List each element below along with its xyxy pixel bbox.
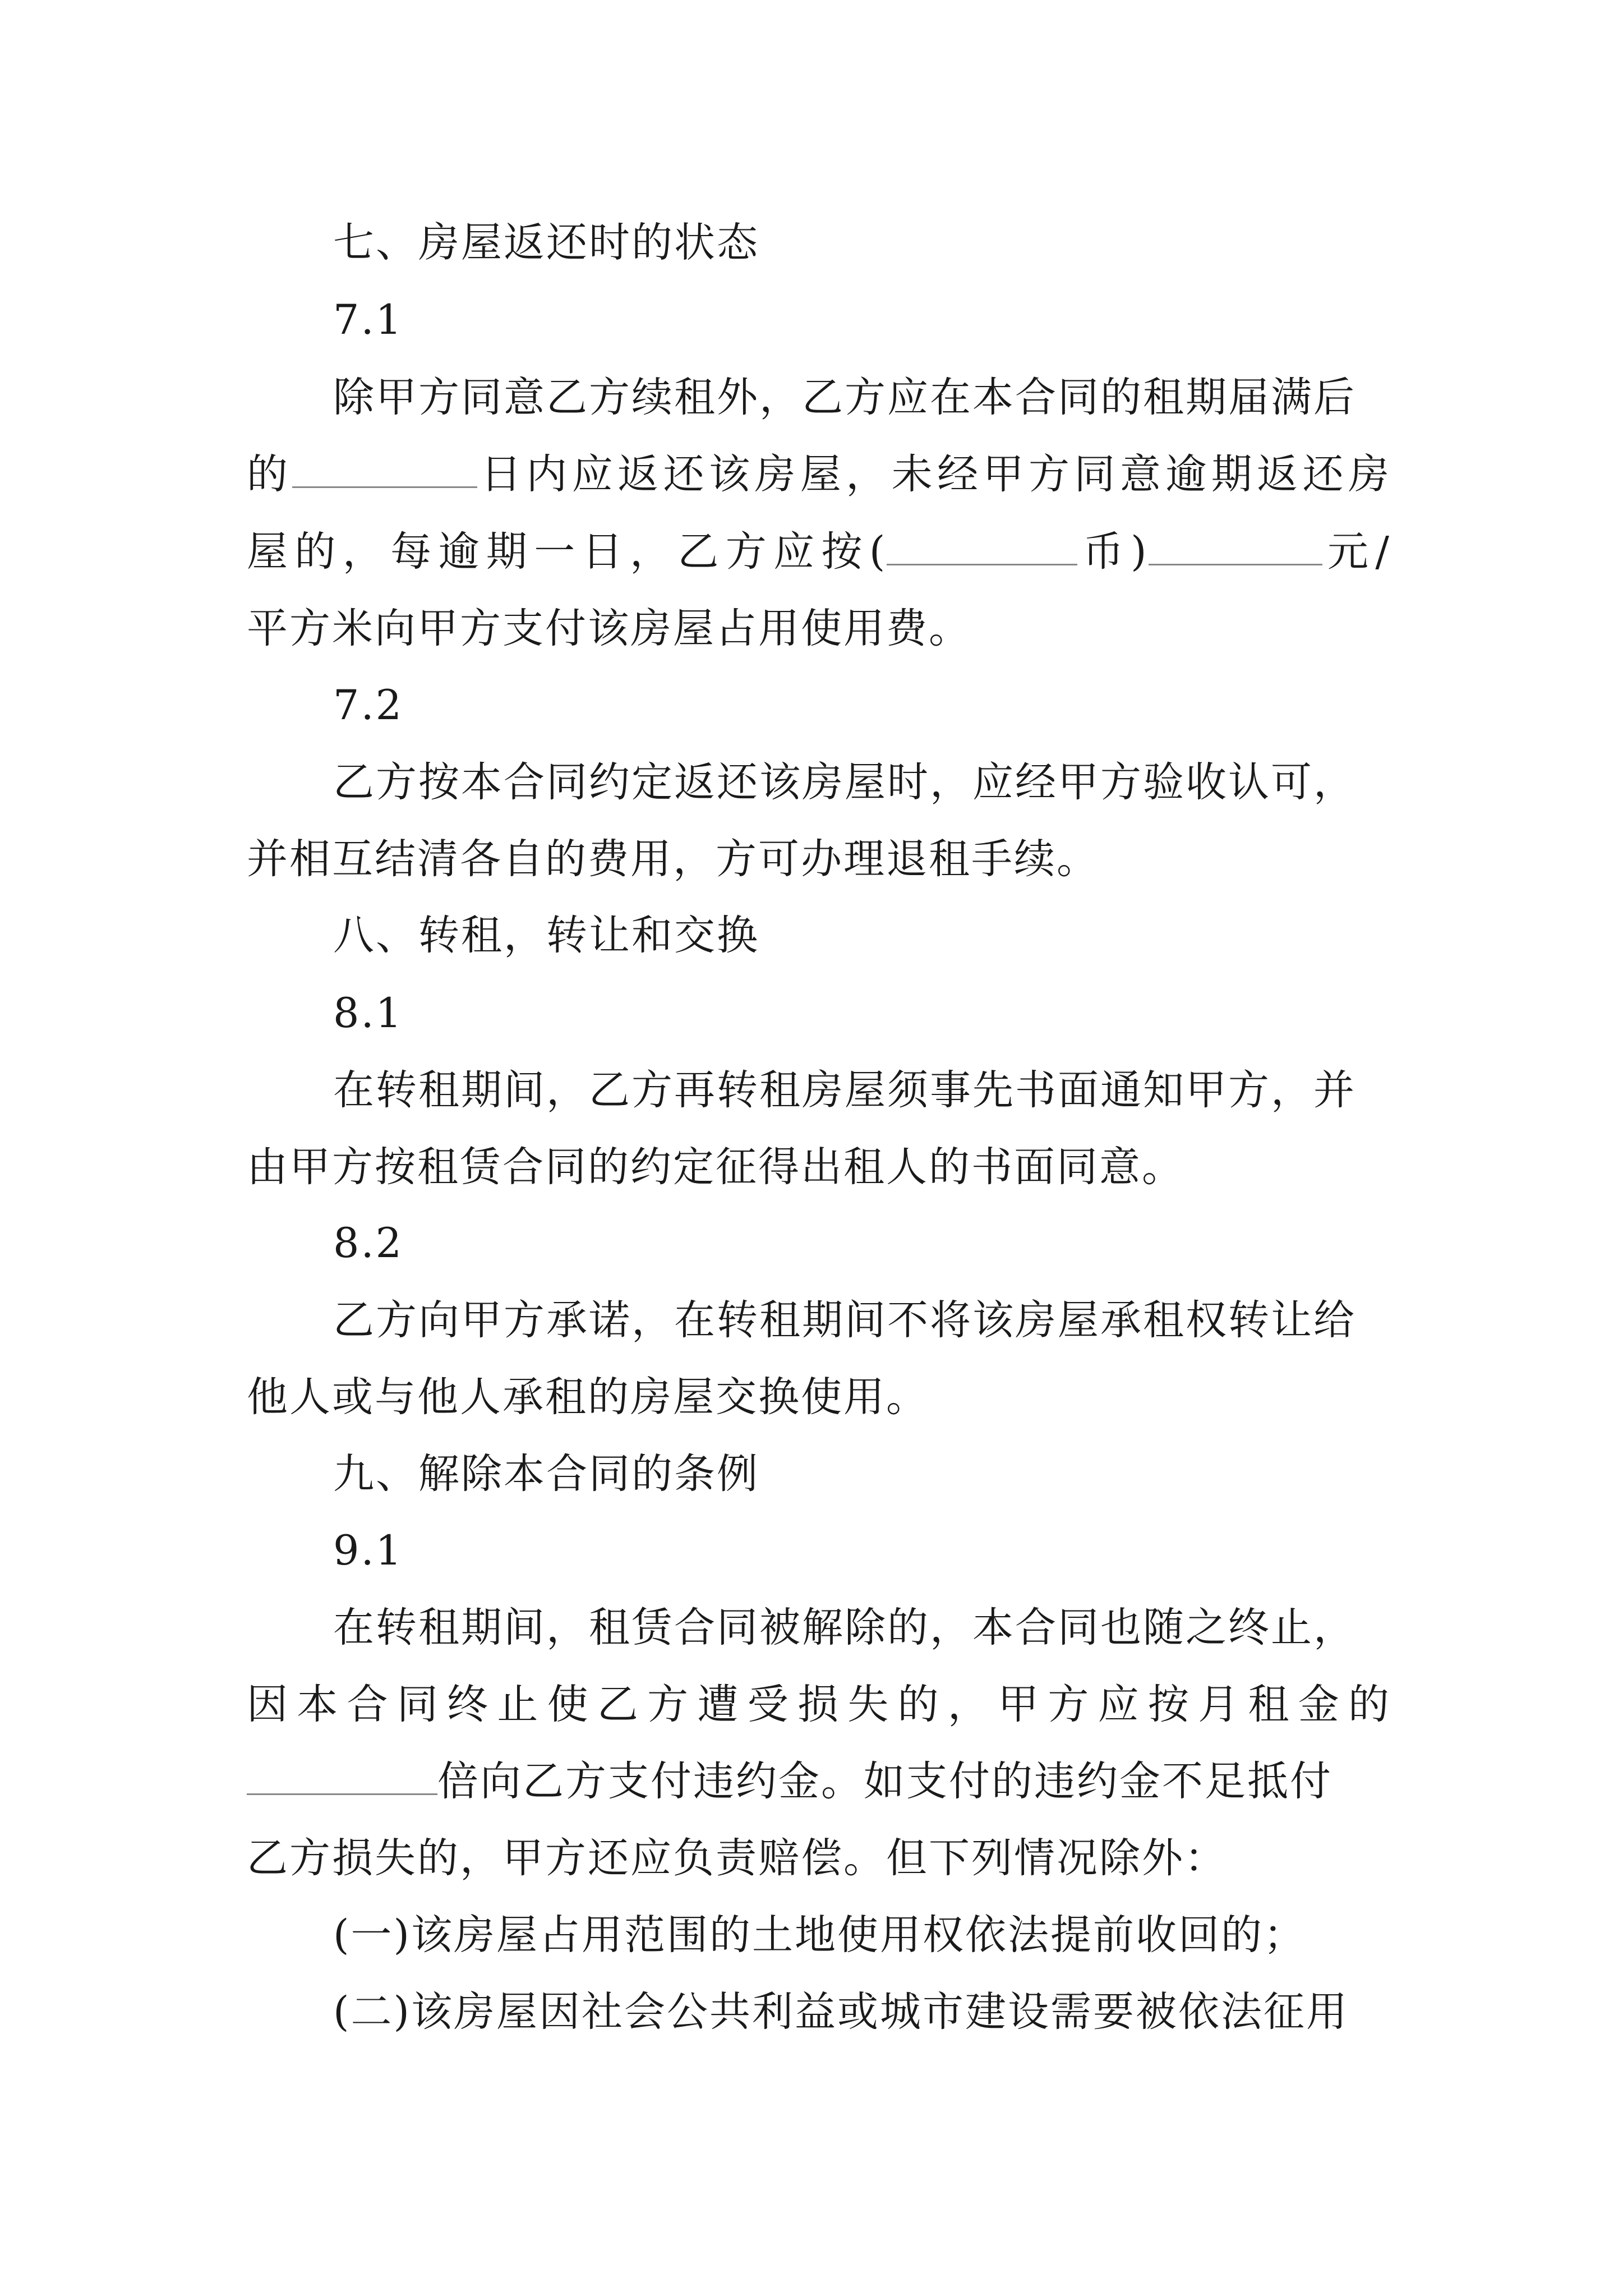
clause-7-1-line-4: 平方米向甲方支付该房屋占用使用费。 <box>247 605 971 652</box>
clause-7-1-line-2 <box>247 449 1391 500</box>
text-segment: 倍向乙方支付违约金。如支付的违约金不足抵付 <box>437 1757 1332 1805</box>
clause-7-2-number: 7.2 <box>333 682 404 729</box>
clause-9-1-line-1: 在转租期间，租赁合同被解除的，本合同也随之终止， <box>333 1604 1356 1651</box>
text-segment: 币) <box>1077 528 1149 576</box>
clause-8-1-line-2: 由甲方按租赁合同的约定征得出租人的书面同意。 <box>247 1143 1184 1191</box>
clause-9-1-line-2: 因本合同终止使乙方遭受损失的，甲方应按月租金的 <box>247 1681 1391 1728</box>
clause-7-2-line-2: 并相互结清各自的费用，方可办理退租手续。 <box>247 835 1099 883</box>
blank-multiple-field <box>247 1759 437 1795</box>
section-7-heading: 七、房屋返还时的状态 <box>333 219 759 266</box>
exception-item-2: (二)该房屋因社会公共利益或城市建设需要被依法征用 <box>333 1988 1349 2036</box>
blank-amount-field <box>1149 529 1322 565</box>
clause-8-1-line-1: 在转租期间，乙方再转租房屋须事先书面通知甲方，并 <box>333 1066 1356 1114</box>
section-9-heading: 九、解除本合同的条例 <box>333 1450 759 1498</box>
clause-8-2-number: 8.2 <box>333 1220 404 1267</box>
clause-9-1-line-3 <box>247 1756 1391 1807</box>
clause-9-1-line-4: 乙方损失的，甲方还应负责赔偿。但下列情况除外： <box>247 1834 1227 1882</box>
text-segment: 元/ <box>1322 528 1391 576</box>
clause-7-1-number: 7.1 <box>333 296 404 344</box>
blank-currency-field <box>887 529 1077 565</box>
clause-7-1-line-3 <box>247 527 1391 577</box>
blank-days-field <box>292 452 477 488</box>
clause-8-1-number: 8.1 <box>333 990 404 1037</box>
text-segment: 的 <box>247 450 293 498</box>
clause-7-1-line-1: 除甲方同意乙方续租外，乙方应在本合同的租期届满后 <box>333 374 1356 421</box>
text-segment: 屋的，每逾期一日，乙方应按( <box>247 528 887 576</box>
clause-7-2-line-1: 乙方按本合同约定返还该房屋时，应经甲方验收认可， <box>333 758 1356 806</box>
text-segment: 日内应返还该房屋，未经甲方同意逾期返还房 <box>477 450 1391 498</box>
clause-8-2-line-2: 他人或与他人承租的房屋交换使用。 <box>247 1373 929 1421</box>
clause-8-2-line-1: 乙方向甲方承诺，在转租期间不将该房屋承租权转让给 <box>333 1296 1356 1344</box>
clause-9-1-number: 9.1 <box>333 1527 404 1575</box>
section-8-heading: 八、转租，转让和交换 <box>333 912 759 959</box>
exception-item-1: (一)该房屋占用范围的土地使用权依法提前收回的； <box>333 1911 1306 1959</box>
